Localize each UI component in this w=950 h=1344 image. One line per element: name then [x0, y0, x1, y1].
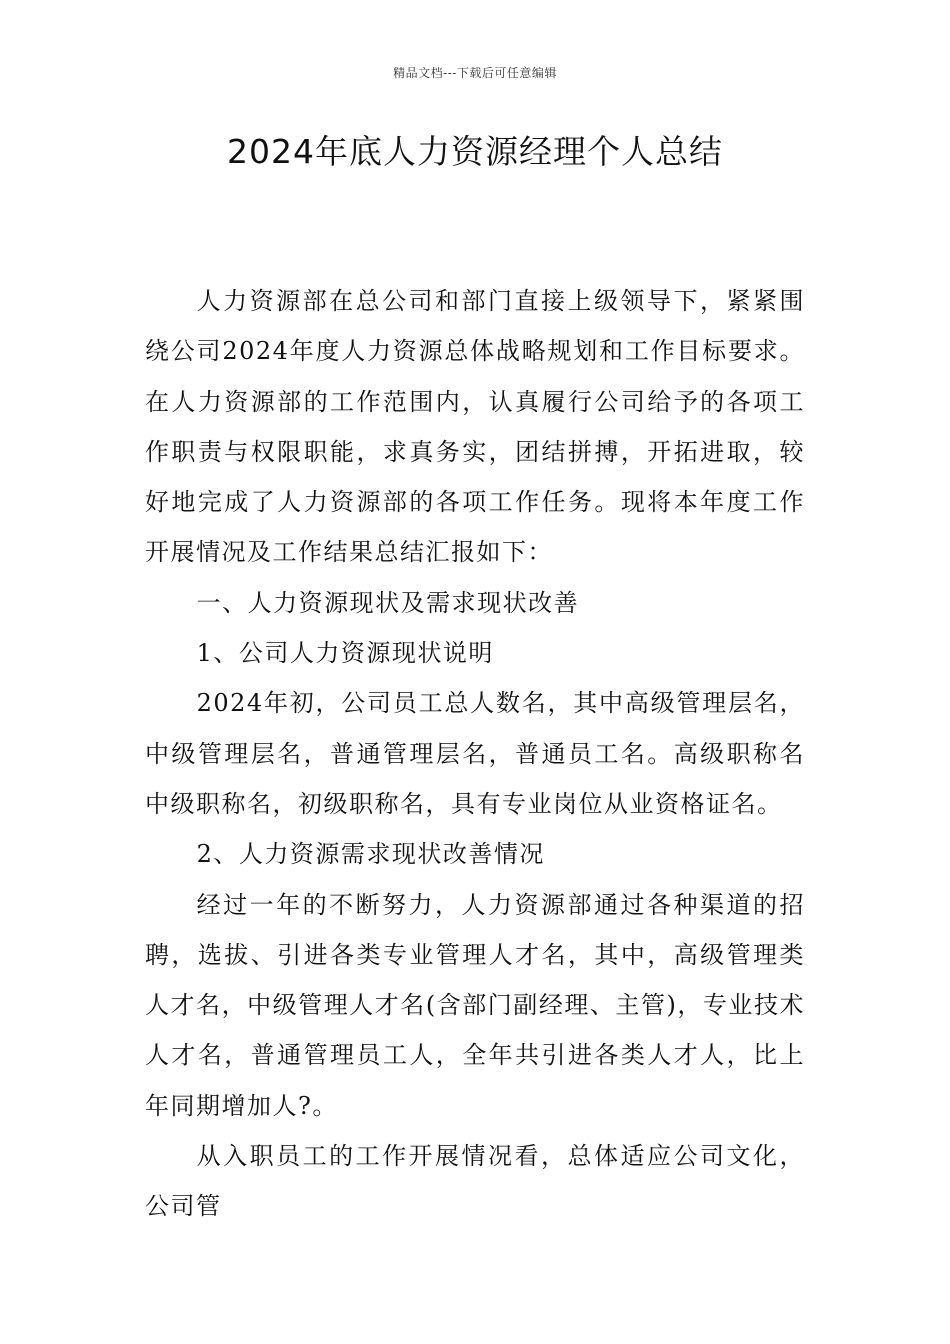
document-body — [145, 276, 805, 1232]
heading-section-1: 一、人力资源现状及需求现状改善 — [196, 588, 580, 617]
heading-subsection-2: 2、人力资源需求现状改善情况 — [196, 840, 545, 869]
page-header: 精品文档---下载后可任意编辑 — [393, 66, 557, 80]
document-title: 2024年底人力资源经理个人总结 — [227, 132, 723, 171]
heading-subsection-1: 1、公司人力资源现状说明 — [196, 639, 494, 668]
paragraph-intro: 人力资源部在总公司和部门直接上级领导下，紧紧围绕公司2024年度人力资源总体战略规划和工作目标要求。在人力资源部的工作范围内，认真履行公司给予的各项工作职责与权限职能，求真务实，团结拼搏，开拓进取，较好地完成了人力资源部的各项工作任务。现将本年度工作开展情况及工作结果总结汇报如下： — [145, 287, 805, 567]
paragraph-staff-status: 2024年初，公司员工总人数名，其中高级管理层名，中级管理层名，普通管理层名，普通员工名。高级职称名中级职称名，初级职称名，具有专业岗位从业资格证名。 — [145, 689, 805, 818]
paragraph-recruitment: 经过一年的不断努力，人力资源部通过各种渠道的招聘，选拔、引进各类专业管理人才名，其中，高级管理类人才名，中级管理人才名(含部门副经理、主管)，专业技术人才名，普通管理员工人，全年共引进各类人才人，比上年同期增加人?。 — [145, 890, 805, 1120]
paragraph-onboarding: 从入职员工的工作开展情况看，总体适应公司文化，公司管 — [145, 1142, 805, 1221]
